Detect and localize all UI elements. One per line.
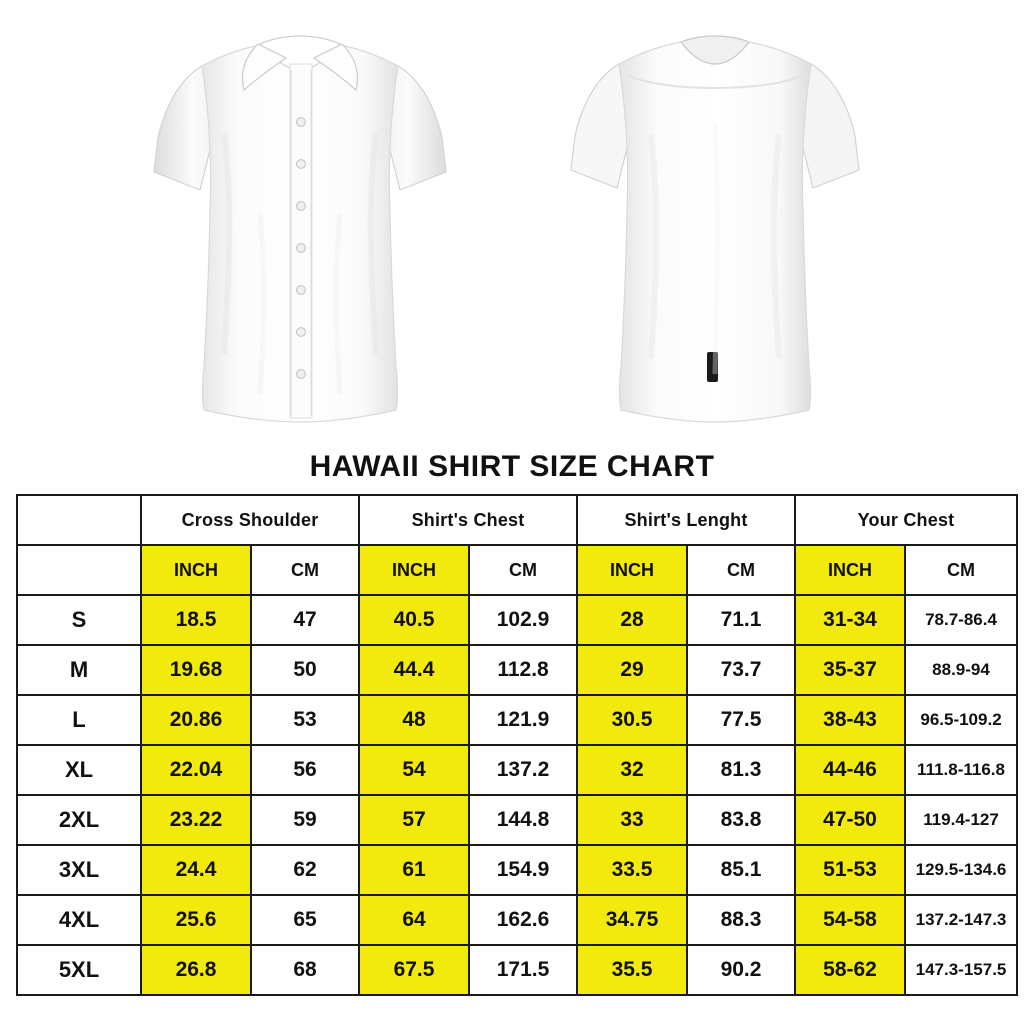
cell-cross-shoulder-inch: 22.04 [141, 745, 251, 795]
row-size-label: 4XL [17, 895, 141, 945]
cell-length-cm: 85.1 [687, 845, 795, 895]
cell-your-chest-cm: 78.7-86.4 [905, 595, 1017, 645]
page-title: HAWAII SHIRT SIZE CHART [309, 450, 715, 483]
cell-your-chest-inch: 58-62 [795, 945, 905, 995]
cell-your-chest-cm: 111.8-116.8 [905, 745, 1017, 795]
cell-cross-shoulder-cm: 68 [251, 945, 359, 995]
cell-your-chest-inch: 35-37 [795, 645, 905, 695]
cell-chest-cm: 162.6 [469, 895, 577, 945]
cell-chest-cm: 121.9 [469, 695, 577, 745]
table-row [17, 945, 1017, 995]
cell-your-chest-cm: 96.5-109.2 [905, 695, 1017, 745]
cell-your-chest-inch: 44-46 [795, 745, 905, 795]
cell-cross-shoulder-inch: 24.4 [141, 845, 251, 895]
shirt-back-view [555, 14, 875, 434]
unit-header-cross-shoulder-cm: CM [251, 545, 359, 595]
cell-cross-shoulder-cm: 59 [251, 795, 359, 845]
cell-length-cm: 90.2 [687, 945, 795, 995]
unit-header-chest-inch: INCH [359, 545, 469, 595]
unit-header-your-chest-inch: INCH [795, 545, 905, 595]
table-group-header-row [17, 495, 1017, 545]
cell-your-chest-cm: 137.2-147.3 [905, 895, 1017, 945]
cell-length-cm: 83.8 [687, 795, 795, 845]
shirt-front-svg [140, 14, 460, 434]
cell-cross-shoulder-cm: 47 [251, 595, 359, 645]
group-header-size [17, 495, 141, 545]
cell-chest-cm: 154.9 [469, 845, 577, 895]
cell-cross-shoulder-inch: 26.8 [141, 945, 251, 995]
shirt-back-svg [555, 14, 875, 434]
cell-chest-cm: 137.2 [469, 745, 577, 795]
cell-cross-shoulder-inch: 18.5 [141, 595, 251, 645]
cell-chest-inch: 44.4 [359, 645, 469, 695]
group-header-your-chest: Your Chest [795, 495, 1017, 545]
cell-chest-cm: 171.5 [469, 945, 577, 995]
unit-header-length-inch: INCH [577, 545, 687, 595]
unit-header-cross-shoulder-inch: INCH [141, 545, 251, 595]
row-size-label: M [17, 645, 141, 695]
cell-length-cm: 77.5 [687, 695, 795, 745]
cell-cross-shoulder-cm: 56 [251, 745, 359, 795]
cell-length-inch: 32 [577, 745, 687, 795]
shirt-front-view [140, 14, 460, 434]
unit-header-your-chest-cm: CM [905, 545, 1017, 595]
cell-your-chest-inch: 38-43 [795, 695, 905, 745]
row-size-label: 3XL [17, 845, 141, 895]
table-row [17, 795, 1017, 845]
cell-cross-shoulder-cm: 62 [251, 845, 359, 895]
cell-length-inch: 28 [577, 595, 687, 645]
table-unit-header-row [17, 545, 1017, 595]
cell-chest-inch: 64 [359, 895, 469, 945]
group-header-shirts-length: Shirt's Lenght [577, 495, 795, 545]
cell-chest-inch: 48 [359, 695, 469, 745]
group-header-cross-shoulder: Cross Shoulder [141, 495, 359, 545]
shirt-placket [290, 64, 312, 418]
cell-your-chest-inch: 51-53 [795, 845, 905, 895]
table-row [17, 745, 1017, 795]
unit-header-length-cm: CM [687, 545, 795, 595]
cell-your-chest-cm: 119.4-127 [905, 795, 1017, 845]
unit-header-chest-cm: CM [469, 545, 577, 595]
row-size-label: L [17, 695, 141, 745]
cell-length-cm: 81.3 [687, 745, 795, 795]
cell-chest-inch: 67.5 [359, 945, 469, 995]
row-size-label: 5XL [17, 945, 141, 995]
cell-chest-inch: 57 [359, 795, 469, 845]
cell-length-inch: 34.75 [577, 895, 687, 945]
cell-your-chest-cm: 88.9-94 [905, 645, 1017, 695]
row-size-label: S [17, 595, 141, 645]
group-header-shirts-chest: Shirt's Chest [359, 495, 577, 545]
cell-length-inch: 29 [577, 645, 687, 695]
cell-chest-inch: 54 [359, 745, 469, 795]
cell-cross-shoulder-inch: 23.22 [141, 795, 251, 845]
table-row [17, 895, 1017, 945]
unit-header-blank [17, 545, 141, 595]
cell-length-inch: 35.5 [577, 945, 687, 995]
size-chart-table-wrap [0, 494, 1024, 996]
cell-length-inch: 33 [577, 795, 687, 845]
cell-chest-inch: 40.5 [359, 595, 469, 645]
size-chart-table [16, 494, 1018, 996]
cell-cross-shoulder-inch: 19.68 [141, 645, 251, 695]
table-row [17, 595, 1017, 645]
cell-your-chest-inch: 47-50 [795, 795, 905, 845]
shirt-illustrations [0, 0, 1024, 448]
cell-chest-cm: 112.8 [469, 645, 577, 695]
cell-length-inch: 30.5 [577, 695, 687, 745]
cell-cross-shoulder-cm: 53 [251, 695, 359, 745]
cell-cross-shoulder-inch: 20.86 [141, 695, 251, 745]
table-row [17, 645, 1017, 695]
cell-your-chest-inch: 31-34 [795, 595, 905, 645]
cell-cross-shoulder-cm: 65 [251, 895, 359, 945]
row-size-label: XL [17, 745, 141, 795]
cell-length-cm: 73.7 [687, 645, 795, 695]
cell-cross-shoulder-cm: 50 [251, 645, 359, 695]
cell-chest-cm: 102.9 [469, 595, 577, 645]
cell-cross-shoulder-inch: 25.6 [141, 895, 251, 945]
cell-chest-inch: 61 [359, 845, 469, 895]
row-size-label: 2XL [17, 795, 141, 845]
table-row [17, 845, 1017, 895]
cell-your-chest-cm: 147.3-157.5 [905, 945, 1017, 995]
cell-length-cm: 88.3 [687, 895, 795, 945]
table-row [17, 695, 1017, 745]
cell-length-cm: 71.1 [687, 595, 795, 645]
cell-your-chest-cm: 129.5-134.6 [905, 845, 1017, 895]
cell-chest-cm: 144.8 [469, 795, 577, 845]
cell-your-chest-inch: 54-58 [795, 895, 905, 945]
cell-length-inch: 33.5 [577, 845, 687, 895]
